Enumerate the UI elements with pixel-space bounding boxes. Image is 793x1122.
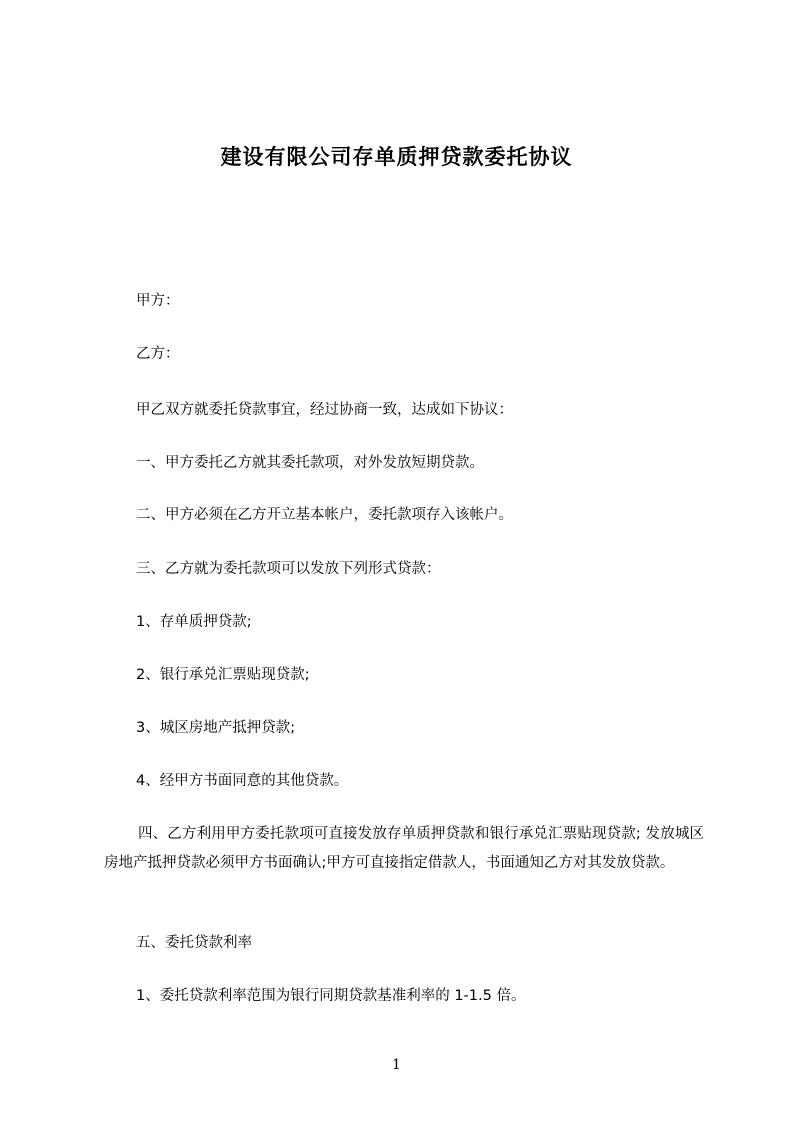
clause-3-item-1: 1、存单质押贷款; bbox=[136, 614, 252, 630]
clause-5-item-1: 1、委托贷款利率范围为银行同期贷款基准利率的 1-1.5 倍。 bbox=[136, 988, 526, 1004]
party-a-line: 甲方： bbox=[136, 293, 180, 309]
clause-2: 二、甲方必须在乙方开立基本帐户，委托款项存入该帐户。 bbox=[136, 507, 513, 523]
party-b-line: 乙方： bbox=[136, 346, 180, 362]
preamble: 甲乙双方就委托贷款事宜，经过协商一致，达成如下协议： bbox=[136, 402, 513, 418]
clause-1: 一、甲方委托乙方就其委托款项，对外发放短期贷款。 bbox=[136, 455, 484, 471]
clause-4: 四、乙方利用甲方委托款项可直接发放存单质押贷款和银行承兑汇票贴现贷款; 发放城区房地产抵押贷款必须甲方书面确认;甲方可直接指定借款人，书面通知乙方对其发放贷款。 bbox=[104, 826, 704, 871]
clause-3-item-3: 3、城区房地产抵押贷款; bbox=[136, 720, 296, 736]
clause-5-heading: 五、委托贷款利率 bbox=[136, 935, 252, 951]
clause-3: 三、乙方就为委托款项可以发放下列形式贷款： bbox=[136, 561, 441, 577]
clause-3-item-2: 2、银行承兑汇票贴现贷款; bbox=[136, 667, 310, 683]
page-number: 1 bbox=[392, 1057, 401, 1073]
clause-3-item-4: 4、经甲方书面同意的其他贷款。 bbox=[136, 773, 349, 789]
document-title: 建设有限公司存单质押贷款委托协议 bbox=[220, 145, 573, 169]
